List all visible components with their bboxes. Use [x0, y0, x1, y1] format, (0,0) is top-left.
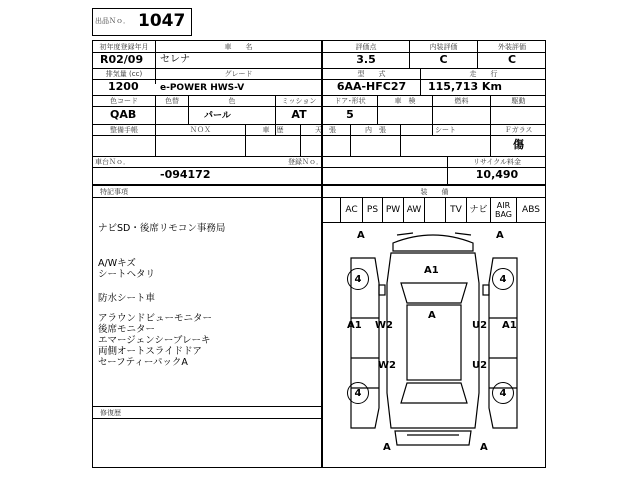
- maintenance-label: 整備手帳: [110, 126, 138, 134]
- exterior-label: 外装評価: [498, 43, 526, 51]
- car-name-label: 車 名: [224, 43, 253, 51]
- cond-right-door: U2: [472, 320, 488, 331]
- tire-front-right: 4: [492, 268, 514, 290]
- history-label: 車 歴: [262, 126, 284, 134]
- chassis-value: -094172: [160, 168, 211, 181]
- color-code-value: QAB: [110, 108, 137, 121]
- note-line: 後席モニター: [98, 324, 156, 335]
- exterior-value: C: [507, 53, 517, 66]
- inspection-label: 車 検: [394, 97, 416, 105]
- mileage-value: 115,713 Km: [428, 80, 502, 93]
- note-line: アラウンドビューモニター: [98, 313, 213, 324]
- cond-left-door: W2: [375, 320, 393, 331]
- interior2-label: 内 張: [365, 126, 386, 134]
- equip-aw: AW: [406, 205, 422, 215]
- equip-tv: TV: [450, 205, 462, 215]
- cond-rear-left: A: [383, 442, 391, 453]
- divider: [92, 197, 546, 198]
- cond-right-rear-door: U2: [472, 360, 488, 371]
- divider: [92, 418, 322, 419]
- color-type-label: 色替: [165, 97, 179, 105]
- car-diagram: [323, 223, 546, 468]
- recycle-value: 10,490: [475, 168, 519, 181]
- tire-rear-left: 4: [347, 382, 369, 404]
- displacement-label: 排気量 (cc): [105, 70, 143, 78]
- car-name-value: セレナ: [160, 54, 190, 65]
- lot-number: 1047: [138, 11, 186, 31]
- notes-section-label: 特記事項: [100, 188, 128, 196]
- lot-label: 出品Ｎｏ．: [95, 17, 130, 25]
- equip-ps: PS: [366, 205, 379, 215]
- repair-section-label: 修復歴: [100, 409, 121, 417]
- color-value: パール: [204, 111, 231, 121]
- divider: [92, 135, 546, 136]
- grade-value: e-POWER HWS-V: [160, 83, 245, 93]
- reg-year-label: 初年度登録年月: [99, 43, 149, 51]
- equip-airbag: AIR BAG: [494, 201, 513, 219]
- equip-ac: AC: [345, 205, 358, 215]
- note-line: ナビSD・後席リモコン事務局: [98, 223, 226, 234]
- chassis-label: 車台Ｎｏ．: [95, 158, 130, 166]
- interior-label: 内装評価: [429, 43, 458, 51]
- recycle-label: リサイクル料金: [472, 158, 522, 166]
- registration-label: 登録Ｎｏ．: [288, 158, 323, 166]
- glass-label: Ｆガラス: [504, 126, 533, 134]
- color-label: 色: [228, 97, 236, 105]
- color-code-label: 色コード: [110, 97, 138, 105]
- transmission-label: ミッション: [281, 97, 317, 105]
- note-line: 防水シート車: [98, 293, 156, 304]
- cond-right-side: A1: [502, 320, 517, 331]
- cond-left-side: A1: [347, 320, 362, 331]
- cond-rear-right: A: [480, 442, 488, 453]
- note-line: エマージェンシーブレーキ: [98, 335, 211, 346]
- model-label: 型 式: [357, 70, 386, 78]
- note-line: A/Wキズ: [98, 258, 136, 269]
- cond-hood: A1: [424, 265, 439, 276]
- tire-front-left: 4: [347, 268, 369, 290]
- transmission-value: AT: [291, 108, 307, 121]
- equip-navi: ナビ: [469, 205, 488, 215]
- model-value: 6AA-HFC27: [336, 80, 407, 93]
- displacement-value: 1200: [108, 80, 139, 93]
- drive-label: 駆動: [511, 97, 526, 105]
- doors-label: ドア･形状: [334, 97, 366, 105]
- grade-label: グレード: [224, 70, 253, 78]
- seat-label: シート: [435, 126, 456, 134]
- glass-value: 傷: [513, 138, 524, 151]
- equip-abs: ABS: [522, 205, 540, 215]
- cond-front-left: A: [357, 230, 365, 241]
- reg-year-value: R02/09: [100, 53, 144, 66]
- mileage-label: 走 行: [469, 70, 498, 78]
- sunroof-label: 天 張: [315, 126, 336, 134]
- note-line: 両側オートスライドドア: [98, 346, 202, 357]
- doors-value: 5: [346, 108, 354, 121]
- cond-roof: A: [428, 310, 436, 321]
- cond-front-right: A: [496, 230, 504, 241]
- cond-left-rear-door: W2: [378, 360, 396, 371]
- fuel-label: 燃料: [454, 97, 469, 105]
- note-line: シートヘタリ: [98, 269, 156, 280]
- divider: [92, 406, 322, 407]
- equip-pw: PW: [385, 205, 401, 215]
- tire-rear-right: 4: [492, 382, 514, 404]
- equip-blank: [425, 200, 445, 222]
- score-label: 評価点: [355, 43, 377, 51]
- note-line: セーフティーパックA: [98, 357, 188, 368]
- divider: [92, 184, 546, 186]
- interior-value: C: [439, 53, 448, 66]
- nox-label: ＮＯＸ: [190, 126, 211, 134]
- score-value: 3.5: [356, 53, 376, 66]
- equipment-section-label: 装 備: [420, 188, 449, 196]
